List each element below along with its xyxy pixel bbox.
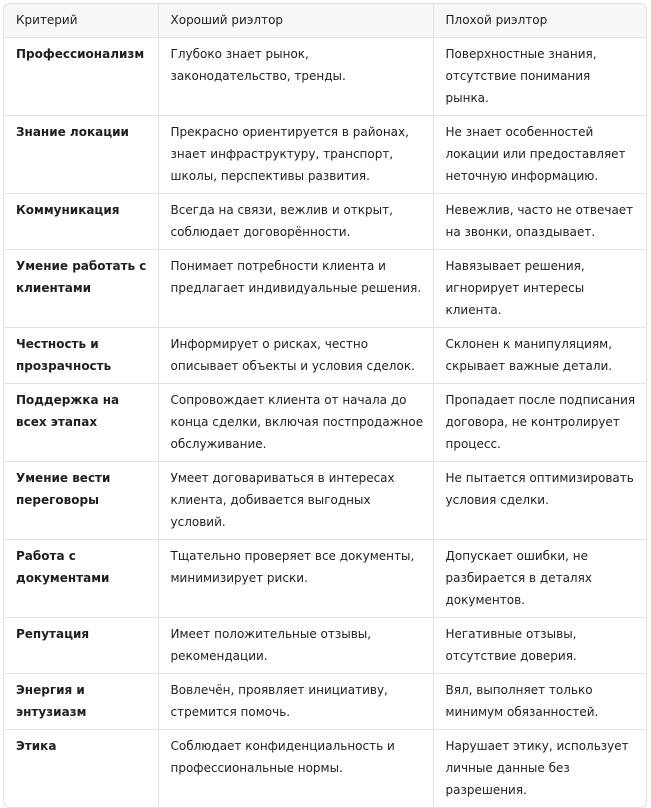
good-cell: Имеет положительные отзывы, рекомендации. [158, 618, 433, 674]
good-cell: Понимает потребности клиента и предлагает индивидуальные решения. [158, 250, 433, 328]
table-row [4, 462, 646, 540]
table-header-row [4, 4, 646, 38]
good-cell: Сопровождает клиента от начала до конца сделки, включая постпродажное обслуживание. [158, 384, 433, 462]
criterion-cell: Умение работать с клиентами [4, 250, 158, 328]
table-row [4, 618, 646, 674]
good-cell: Умеет договариваться в интересах клиента, добивается выгодных условий. [158, 462, 433, 540]
good-cell: Всегда на связи, вежлив и открыт, соблюдает договорённости. [158, 194, 433, 250]
criterion-cell: Работа с документами [4, 540, 158, 618]
criterion-cell: Этика [4, 730, 158, 808]
good-cell: Информирует о рисках, честно описывает объекты и условия сделок. [158, 328, 433, 384]
bad-cell: Навязывает решения, игнорирует интересы клиента. [433, 250, 646, 328]
good-cell: Вовлечён, проявляет инициативу, стремится помочь. [158, 674, 433, 730]
comparison-table-container [3, 3, 647, 808]
table-row [4, 540, 646, 618]
header-criterion: Критерий [4, 4, 158, 38]
criterion-cell: Честность и прозрачность [4, 328, 158, 384]
good-cell: Соблюдает конфиденциальность и профессиональные нормы. [158, 730, 433, 808]
realtor-comparison-table [4, 4, 646, 807]
bad-cell: Склонен к манипуляциям, скрывает важные детали. [433, 328, 646, 384]
table-row [4, 194, 646, 250]
criterion-cell: Знание локации [4, 116, 158, 194]
criterion-cell: Энергия и энтузиазм [4, 674, 158, 730]
good-cell: Прекрасно ориентируется в районах, знает инфраструктуру, транспорт, школы, перспективы развития. [158, 116, 433, 194]
good-cell: Глубоко знает рынок, законодательство, тренды. [158, 38, 433, 116]
bad-cell: Допускает ошибки, не разбирается в деталях документов. [433, 540, 646, 618]
table-row [4, 674, 646, 730]
bad-cell: Пропадает после подписания договора, не контролирует процесс. [433, 384, 646, 462]
header-good-realtor: Хороший риэлтор [158, 4, 433, 38]
bad-cell: Нарушает этику, использует личные данные без разрешения. [445, 739, 629, 797]
criterion-cell: Поддержка на всех этапах [4, 384, 158, 462]
bad-cell: Невежлив, часто не отвечает на звонки, опаздывает. [433, 194, 646, 250]
table-row [4, 116, 646, 194]
criterion-cell: Репутация [4, 618, 158, 674]
table-row [4, 250, 646, 328]
bad-cell: Вял, выполняет только минимум обязанностей. [433, 674, 646, 730]
bad-cell: Поверхностные знания, отсутствие понимания рынка. [433, 38, 646, 116]
criterion-cell: Профессионализм [4, 38, 158, 116]
bad-cell: Негативные отзывы, отсутствие доверия. [433, 618, 646, 674]
criterion-cell: Умение вести переговоры [4, 462, 158, 540]
header-bad-realtor: Плохой риэлтор [433, 4, 646, 38]
table-row [4, 328, 646, 384]
good-cell: Тщательно проверяет все документы, минимизирует риски. [158, 540, 433, 618]
bad-cell: Не пытается оптимизировать условия сделки. [433, 462, 646, 540]
criterion-cell: Коммуникация [4, 194, 158, 250]
table-row [4, 730, 646, 808]
table-row [4, 38, 646, 116]
bad-cell: Не знает особенностей локации или предоставляет неточную информацию. [433, 116, 646, 194]
table-row [4, 384, 646, 462]
